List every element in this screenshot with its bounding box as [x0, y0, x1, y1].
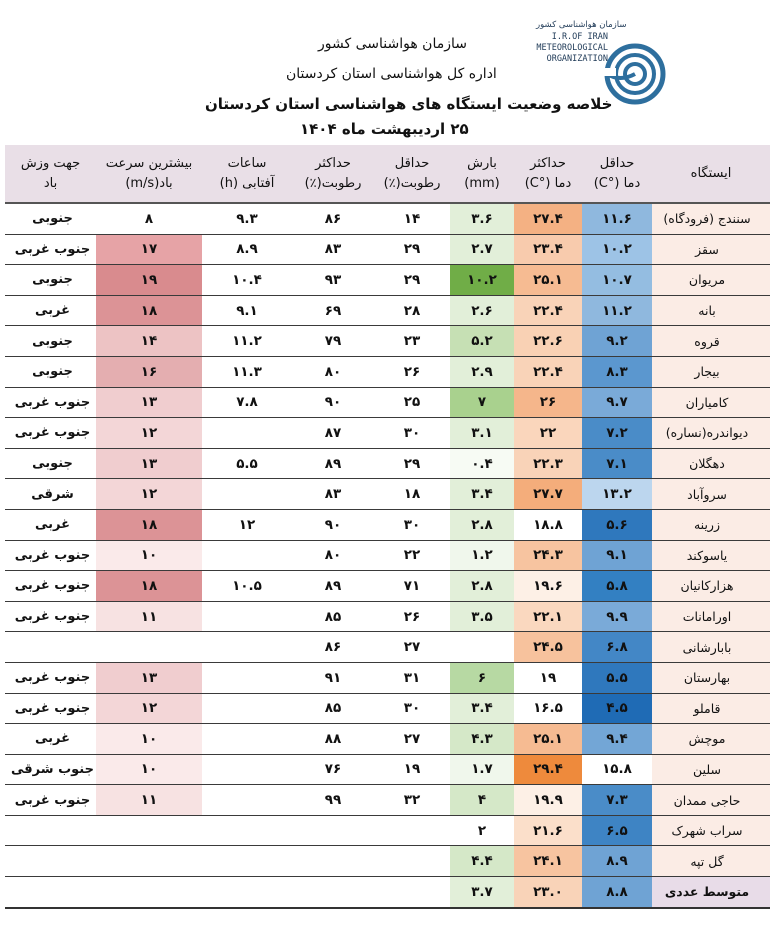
cell-wind: ۸ — [96, 203, 202, 234]
cell-rhmax: ۹۰ — [292, 387, 374, 418]
cell-wdir: جنوب غربی — [5, 540, 96, 571]
cell-sun: ۱۰.۴ — [202, 265, 292, 296]
cell-sun — [202, 662, 292, 693]
cell-station: بانه — [652, 295, 770, 326]
header-label: باد(m/s) — [125, 175, 173, 191]
cell-wdir: جنوب غربی — [5, 601, 96, 632]
cell-rhmax: ۸۶ — [292, 632, 374, 663]
cell-wdir: غربی — [5, 724, 96, 755]
cell-tmin: ۷.۲ — [582, 418, 652, 449]
cell-rhmin: ۲۳ — [374, 326, 450, 357]
table-row — [5, 448, 770, 479]
cell-wdir — [5, 632, 96, 663]
cell-wdir: جنوب غربی — [5, 662, 96, 693]
cell-sun: ۷.۸ — [202, 387, 292, 418]
report-date: ۲۵ اردیبهشت ماه ۱۴۰۴ — [300, 120, 469, 138]
cell-station: زرینه — [652, 509, 770, 540]
cell-rhmin — [374, 846, 450, 877]
table-row — [5, 754, 770, 785]
cell-precip — [450, 632, 514, 663]
cell-precip: ۱۰.۲ — [450, 265, 514, 296]
cell-wdir: جنوبی — [5, 326, 96, 357]
cell-wind: ۱۳ — [96, 387, 202, 418]
cell-tmax: ۲۴.۵ — [514, 632, 582, 663]
header-label: حداکثر — [315, 155, 351, 171]
cell-tmax: ۱۹.۶ — [514, 571, 582, 602]
cell-sun — [202, 693, 292, 724]
avg-cell-wdir — [5, 877, 96, 908]
table-row — [5, 265, 770, 296]
cell-rhmax — [292, 815, 374, 846]
cell-tmax: ۲۱.۶ — [514, 815, 582, 846]
cell-sun: ۹.۳ — [202, 203, 292, 234]
cell-rhmax: ۸۷ — [292, 418, 374, 449]
cell-rhmax: ۸۵ — [292, 693, 374, 724]
avg-cell-precip: ۳.۷ — [450, 877, 514, 908]
col-header-station — [652, 145, 770, 203]
cell-tmin: ۸.۹ — [582, 846, 652, 877]
table-row — [5, 846, 770, 877]
cell-sun — [202, 540, 292, 571]
cell-rhmin: ۲۶ — [374, 356, 450, 387]
avg-cell-tmax: ۲۳.۰ — [514, 877, 582, 908]
cell-station: گل تپه — [652, 846, 770, 877]
cell-sun: ۱۲ — [202, 509, 292, 540]
table-header-row — [5, 145, 770, 203]
header-label: رطوبت(٪) — [304, 175, 362, 191]
cell-tmax: ۱۹ — [514, 662, 582, 693]
report-title: خلاصه وضعیت ایستگاه های هواشناسی استان کردستان — [205, 95, 613, 113]
cell-station: موچش — [652, 724, 770, 755]
cell-tmin: ۷.۱ — [582, 448, 652, 479]
col-header-wind-direction — [5, 145, 96, 203]
cell-tmax: ۲۴.۳ — [514, 540, 582, 571]
col-header-rhmax — [292, 145, 374, 203]
table-body — [5, 203, 770, 908]
cell-sun — [202, 785, 292, 816]
col-header-tmax — [514, 145, 582, 203]
cell-sun — [202, 815, 292, 846]
cell-wdir: جنوب غربی — [5, 387, 96, 418]
meteorological-organization-logo — [508, 18, 668, 128]
table-row — [5, 540, 770, 571]
cell-rhmin: ۳۰ — [374, 509, 450, 540]
cell-tmax: ۲۵.۱ — [514, 724, 582, 755]
cell-station: قاملو — [652, 693, 770, 724]
cell-tmax: ۲۷.۴ — [514, 203, 582, 234]
cell-station: دیواندره(نساره) — [652, 418, 770, 449]
cell-rhmax: ۸۰ — [292, 356, 374, 387]
cell-tmax: ۲۶ — [514, 387, 582, 418]
cell-wdir — [5, 815, 96, 846]
cell-tmax: ۲۵.۱ — [514, 265, 582, 296]
cell-rhmax: ۸۹ — [292, 448, 374, 479]
cell-wdir: جنوبی — [5, 265, 96, 296]
cell-precip: ۲.۸ — [450, 571, 514, 602]
cell-tmin: ۷.۳ — [582, 785, 652, 816]
weather-stations-table — [5, 145, 770, 909]
cell-sun — [202, 479, 292, 510]
table-row — [5, 418, 770, 449]
report-header — [0, 0, 774, 145]
col-header-max-wind — [96, 145, 202, 203]
cell-wind: ۱۳ — [96, 448, 202, 479]
cell-wind — [96, 632, 202, 663]
cell-sun: ۱۱.۳ — [202, 356, 292, 387]
cell-station: سنندج (فرودگاه) — [652, 203, 770, 234]
cell-station: مریوان — [652, 265, 770, 296]
cell-rhmax: ۸۳ — [292, 234, 374, 265]
logo-line: ORGANIZATION — [546, 54, 608, 64]
table-row — [5, 509, 770, 540]
cell-tmin: ۶.۸ — [582, 632, 652, 663]
header-label: حداقل — [599, 155, 635, 171]
cell-wind: ۱۸ — [96, 571, 202, 602]
cell-wdir: غربی — [5, 509, 96, 540]
table-row — [5, 326, 770, 357]
cell-tmin: ۹.۷ — [582, 387, 652, 418]
header-label: رطوبت(٪) — [383, 175, 441, 191]
cell-tmin: ۱۱.۶ — [582, 203, 652, 234]
avg-cell-wind — [96, 877, 202, 908]
table-row — [5, 203, 770, 234]
cell-station: سقز — [652, 234, 770, 265]
cell-station: سلین — [652, 754, 770, 785]
cell-rhmax: ۷۶ — [292, 754, 374, 785]
cell-rhmin: ۲۷ — [374, 632, 450, 663]
avg-cell-tmin: ۸.۸ — [582, 877, 652, 908]
cell-tmax: ۲۲.۱ — [514, 601, 582, 632]
cell-station: دهگلان — [652, 448, 770, 479]
table-row — [5, 662, 770, 693]
cell-tmax: ۱۹.۹ — [514, 785, 582, 816]
header-label: حداکثر — [530, 155, 566, 171]
header-label: (mm) — [464, 175, 500, 191]
table-row — [5, 479, 770, 510]
col-header-sunshine — [202, 145, 292, 203]
cell-wdir: غربی — [5, 295, 96, 326]
cell-rhmax: ۸۸ — [292, 724, 374, 755]
cell-station: یاسوکند — [652, 540, 770, 571]
cell-tmax: ۲۲.۴ — [514, 295, 582, 326]
cell-tmax: ۲۲.۴ — [514, 356, 582, 387]
cell-tmin: ۱۱.۲ — [582, 295, 652, 326]
cell-rhmax: ۸۰ — [292, 540, 374, 571]
avg-cell-sun — [202, 877, 292, 908]
cell-rhmin: ۳۰ — [374, 693, 450, 724]
cell-rhmax: ۸۵ — [292, 601, 374, 632]
cell-station: بابارشانی — [652, 632, 770, 663]
cell-precip: ۳.۶ — [450, 203, 514, 234]
table-row — [5, 356, 770, 387]
cell-tmin: ۱۰.۲ — [582, 234, 652, 265]
cell-precip: ۵.۲ — [450, 326, 514, 357]
cell-wind: ۱۲ — [96, 693, 202, 724]
header-label: بارش — [467, 155, 497, 171]
cell-sun — [202, 754, 292, 785]
cell-rhmin: ۲۵ — [374, 387, 450, 418]
cell-rhmax: ۸۹ — [292, 571, 374, 602]
cell-tmin: ۹.۱ — [582, 540, 652, 571]
cell-wdir: شرقی — [5, 479, 96, 510]
cell-precip: ۲.۶ — [450, 295, 514, 326]
table-row — [5, 234, 770, 265]
cell-sun: ۱۱.۲ — [202, 326, 292, 357]
cell-tmax: ۲۷.۷ — [514, 479, 582, 510]
cell-tmax: ۲۳.۴ — [514, 234, 582, 265]
cell-tmin: ۱۳.۲ — [582, 479, 652, 510]
cell-rhmin: ۲۹ — [374, 448, 450, 479]
cell-rhmax: ۷۹ — [292, 326, 374, 357]
cell-tmin: ۵.۶ — [582, 509, 652, 540]
cell-precip: ۳.۴ — [450, 693, 514, 724]
cell-rhmin: ۷۱ — [374, 571, 450, 602]
cell-rhmax: ۹۰ — [292, 509, 374, 540]
col-header-tmin — [582, 145, 652, 203]
table-row — [5, 724, 770, 755]
logo-persian-text: سازمان هواشناسی کشور — [536, 20, 627, 30]
cell-precip: ۱.۲ — [450, 540, 514, 571]
cell-precip: ۱.۷ — [450, 754, 514, 785]
avg-cell-station: متوسط عددی — [652, 877, 770, 908]
cell-precip: ۳.۵ — [450, 601, 514, 632]
cell-sun — [202, 724, 292, 755]
cell-precip: ۲.۹ — [450, 356, 514, 387]
header-label: حداقل — [394, 155, 430, 171]
table-row — [5, 632, 770, 663]
cell-precip: ۳.۴ — [450, 479, 514, 510]
cell-wdir: جنوب شرقی — [5, 754, 96, 785]
cell-tmax: ۲۲.۳ — [514, 448, 582, 479]
cell-wind: ۱۰ — [96, 540, 202, 571]
cell-tmin: ۱۰.۷ — [582, 265, 652, 296]
cell-wind: ۱۲ — [96, 479, 202, 510]
cell-precip: ۴.۳ — [450, 724, 514, 755]
header-label: ایستگاه — [690, 165, 732, 181]
cell-wind: ۱۳ — [96, 662, 202, 693]
cell-wdir: جنوب غربی — [5, 234, 96, 265]
table-row — [5, 601, 770, 632]
table-row — [5, 387, 770, 418]
cell-precip: ۷ — [450, 387, 514, 418]
cell-rhmin: ۲۷ — [374, 724, 450, 755]
logo-line: METEOROLOGICAL — [536, 43, 608, 53]
cell-rhmax — [292, 846, 374, 877]
cell-rhmin: ۱۸ — [374, 479, 450, 510]
cell-station: کامیاران — [652, 387, 770, 418]
cell-precip: ۶ — [450, 662, 514, 693]
cell-wdir: جنوب غربی — [5, 571, 96, 602]
cell-station: اورامانات — [652, 601, 770, 632]
table-row — [5, 815, 770, 846]
cell-station: بهارستان — [652, 662, 770, 693]
cell-tmin: ۱۵.۸ — [582, 754, 652, 785]
cell-wdir: جنوب غربی — [5, 693, 96, 724]
cell-tmin: ۸.۳ — [582, 356, 652, 387]
cell-sun: ۱۰.۵ — [202, 571, 292, 602]
cell-rhmax: ۸۶ — [292, 203, 374, 234]
cell-wind: ۱۷ — [96, 234, 202, 265]
cell-sun: ۸.۹ — [202, 234, 292, 265]
header-label: دما (°C) — [593, 175, 641, 191]
avg-cell-rhmax — [292, 877, 374, 908]
cell-sun — [202, 601, 292, 632]
cell-rhmin: ۳۱ — [374, 662, 450, 693]
header-label: باد — [43, 175, 58, 191]
cell-station: قروه — [652, 326, 770, 357]
cell-station: بیجار — [652, 356, 770, 387]
table-row — [5, 571, 770, 602]
cell-rhmin: ۱۹ — [374, 754, 450, 785]
department-name: اداره کل هواشناسی استان کردستان — [286, 66, 497, 82]
cell-wind: ۱۹ — [96, 265, 202, 296]
cell-wind: ۱۰ — [96, 754, 202, 785]
cell-rhmin: ۲۹ — [374, 265, 450, 296]
cell-wind: ۱۸ — [96, 509, 202, 540]
cell-wdir — [5, 846, 96, 877]
cell-tmin: ۵.۸ — [582, 571, 652, 602]
cell-tmin: ۴.۵ — [582, 693, 652, 724]
cell-precip: ۴ — [450, 785, 514, 816]
cell-wind — [96, 815, 202, 846]
cell-rhmin: ۳۰ — [374, 418, 450, 449]
cell-rhmax: ۹۹ — [292, 785, 374, 816]
cell-rhmin — [374, 815, 450, 846]
cell-sun: ۹.۱ — [202, 295, 292, 326]
cell-sun — [202, 846, 292, 877]
cell-sun — [202, 418, 292, 449]
cell-tmax: ۲۲.۶ — [514, 326, 582, 357]
cell-wind: ۱۴ — [96, 326, 202, 357]
col-header-rhmin — [374, 145, 450, 203]
cell-rhmin: ۲۲ — [374, 540, 450, 571]
cell-tmax: ۲۹.۴ — [514, 754, 582, 785]
table-row — [5, 785, 770, 816]
header-label: آفتابی (h) — [219, 175, 275, 191]
cell-sun — [202, 632, 292, 663]
cell-wind: ۱۲ — [96, 418, 202, 449]
header-label: دما (°C) — [524, 175, 572, 191]
average-row — [5, 877, 770, 908]
table-row — [5, 693, 770, 724]
header-label: جهت وزش — [20, 155, 81, 171]
header-label: بیشترین سرعت — [105, 155, 193, 171]
cell-precip: ۲.۷ — [450, 234, 514, 265]
cell-tmax: ۲۲ — [514, 418, 582, 449]
logo-line: I.R.OF IRAN — [551, 32, 608, 42]
header-label: ساعات — [227, 155, 267, 171]
cell-station: سراب شهرک — [652, 815, 770, 846]
cell-wdir: جنوب غربی — [5, 785, 96, 816]
table-row — [5, 295, 770, 326]
cell-rhmax: ۹۱ — [292, 662, 374, 693]
cell-tmax: ۱۶.۵ — [514, 693, 582, 724]
cell-tmax: ۲۴.۱ — [514, 846, 582, 877]
cell-station: سروآباد — [652, 479, 770, 510]
cell-rhmax: ۹۳ — [292, 265, 374, 296]
org-name: سازمان هواشناسی کشور — [318, 36, 467, 52]
logo-swirl-icon — [604, 24, 666, 124]
cell-precip: ۳.۱ — [450, 418, 514, 449]
cell-wind — [96, 846, 202, 877]
cell-tmin: ۹.۹ — [582, 601, 652, 632]
cell-station: حاجی ممدان — [652, 785, 770, 816]
cell-rhmin: ۱۴ — [374, 203, 450, 234]
cell-sun: ۵.۵ — [202, 448, 292, 479]
cell-wdir: جنوب غربی — [5, 418, 96, 449]
cell-precip: ۴.۴ — [450, 846, 514, 877]
cell-tmin: ۹.۲ — [582, 326, 652, 357]
cell-wind: ۱۰ — [96, 724, 202, 755]
cell-rhmax: ۶۹ — [292, 295, 374, 326]
cell-station: هزارکانیان — [652, 571, 770, 602]
cell-precip: ۲.۸ — [450, 509, 514, 540]
cell-precip: ۰.۴ — [450, 448, 514, 479]
cell-tmin: ۶.۵ — [582, 815, 652, 846]
cell-tmax: ۱۸.۸ — [514, 509, 582, 540]
cell-wdir: جنوبی — [5, 356, 96, 387]
cell-rhmin: ۳۲ — [374, 785, 450, 816]
cell-wdir: جنوبی — [5, 203, 96, 234]
cell-wind: ۱۶ — [96, 356, 202, 387]
cell-rhmin: ۲۶ — [374, 601, 450, 632]
cell-wind: ۱۱ — [96, 601, 202, 632]
logo-english-text — [508, 32, 608, 65]
cell-wind: ۱۸ — [96, 295, 202, 326]
cell-rhmin: ۲۸ — [374, 295, 450, 326]
avg-cell-rhmin — [374, 877, 450, 908]
cell-rhmax: ۸۳ — [292, 479, 374, 510]
cell-wind: ۱۱ — [96, 785, 202, 816]
cell-rhmin: ۲۹ — [374, 234, 450, 265]
cell-wdir: جنوبی — [5, 448, 96, 479]
col-header-precip — [450, 145, 514, 203]
cell-precip: ۲ — [450, 815, 514, 846]
cell-tmin: ۵.۵ — [582, 662, 652, 693]
cell-tmin: ۹.۴ — [582, 724, 652, 755]
